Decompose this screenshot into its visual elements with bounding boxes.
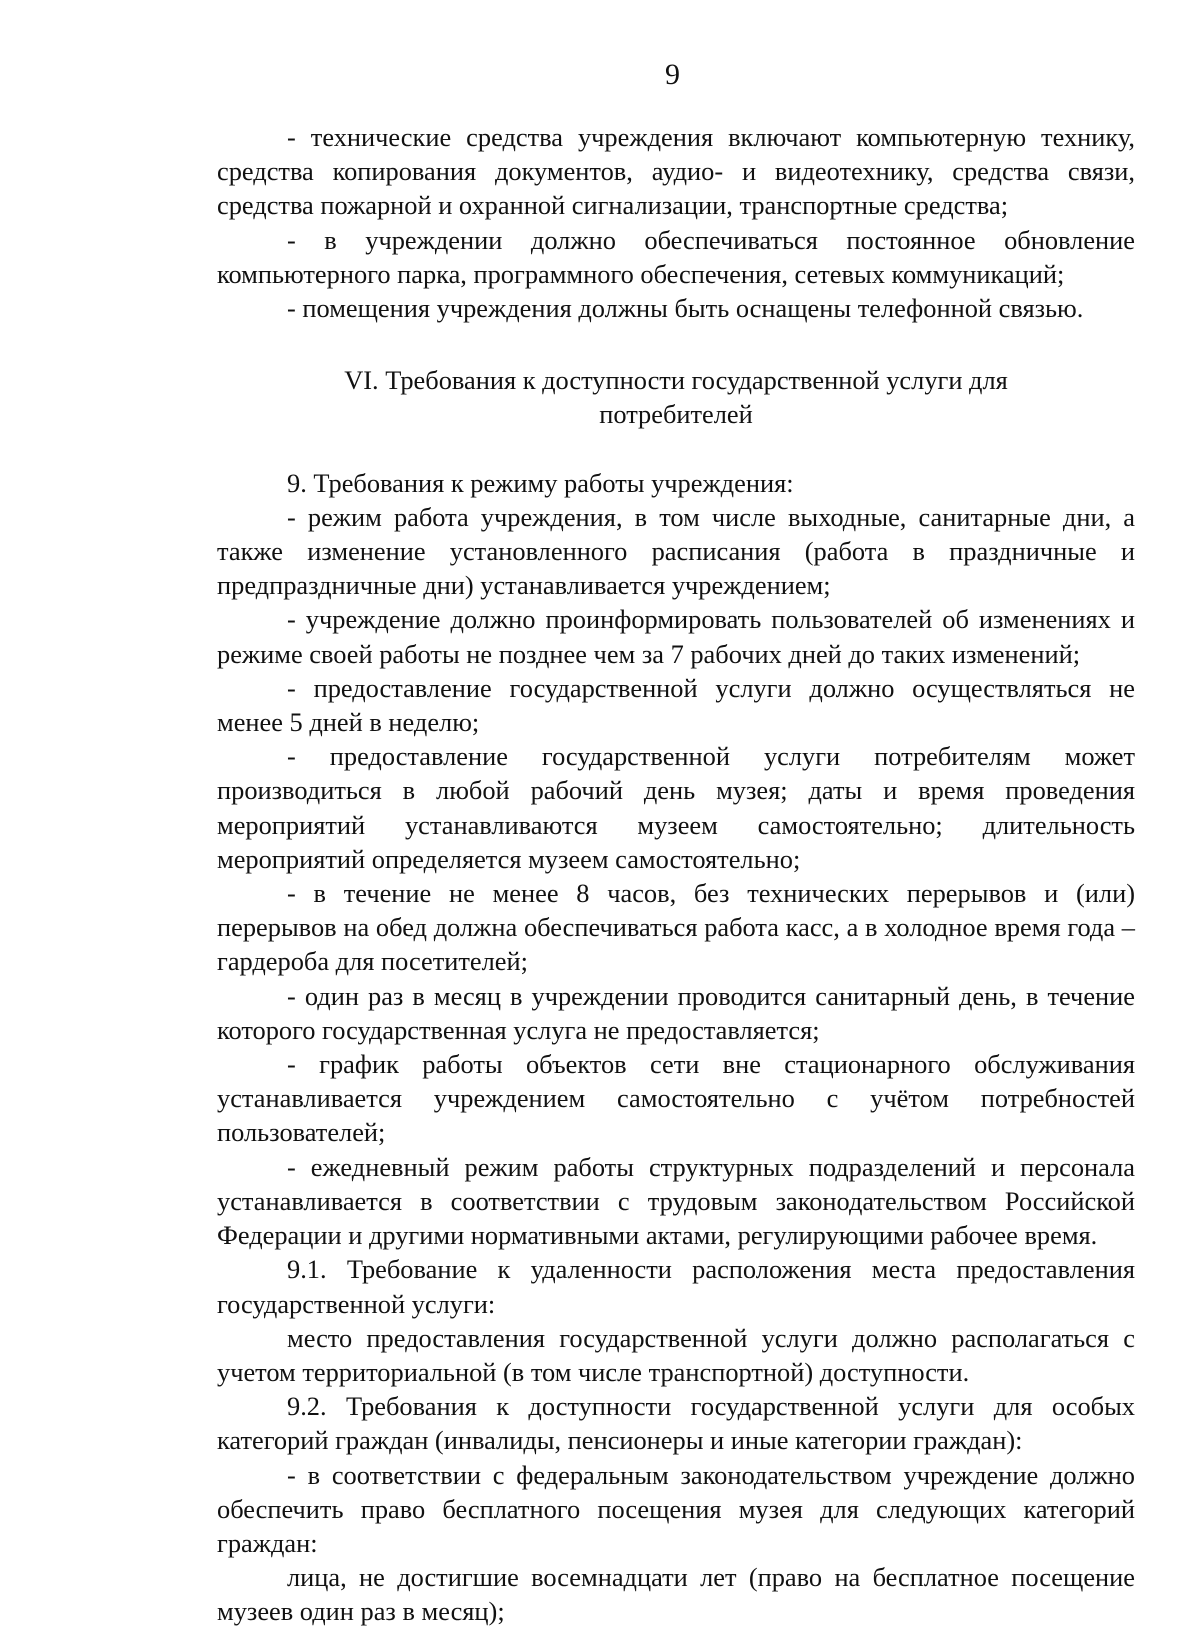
paragraph: - помещения учреждения должны быть оснащены телефонной связью. [287,293,1084,324]
paragraph: - в течение не менее 8 часов, без технических перерывов и (или) перерывов на обед должна обеспечиваться работа касс, а в холодное время года – гардероба для посетителей; [217,878,1135,977]
paragraph: 9.2. Требования к доступности государственной услуги для особых категорий граждан (инвалиды, пенсионеры и иные категории граждан): [217,1391,1135,1456]
paragraph: 9. Требования к режиму работы учреждения: [287,467,794,498]
paragraph: 9.1. Требование к удаленности расположения места предоставления государственной услуги: [217,1254,1135,1319]
paragraph: - один раз в месяц в учреждении проводится санитарный день, в течение которого государственная услуга не предоставляется; [217,980,1135,1045]
paragraph: - учреждение должно проинформировать пользователей об изменениях и режиме своей работы не позднее чем за 7 рабочих дней до таких изменений; [217,604,1135,669]
paragraph: - предоставление государственной услуги должно осуществляться не менее 5 дней в неделю; [217,672,1135,738]
paragraph: - в учреждении должно обеспечиваться постоянное обновление компьютерного парка, программного обеспечения, сетевых коммуникаций; [217,224,1135,289]
paragraph: - график работы объектов сети вне стационарного обслуживания устанавливается учреждением самостоятельно с учётом потребностей пользователей; [217,1049,1135,1148]
section-heading: VI. Требования к доступности государственной услуги для потребителей [344,365,1008,430]
paragraph: - технические средства учреждения включают компьютерную технику, средства копирования документов, аудио- и видеотехнику, средства связи, средства пожарной и охранной сигнализации, транспортные средства; [217,122,1135,221]
page-number: 9 [665,58,680,91]
paragraph: лица, не достигшие восемнадцати лет (право на бесплатное посещение музеев один раз в месяц); [217,1562,1135,1627]
paragraph: - предоставление государственной услуги потребителям может производиться в любой рабочий день музея; даты и время проведения мероприятий устанавливаются музеем самостоятельно; длительность мероприятий определяется музеем самостоятельно; [217,741,1135,874]
paragraph: - в соответствии с федеральным законодательством учреждение должно обеспечить право бесплатного посещения музея для следующих категорий граждан: [217,1459,1135,1558]
paragraph: - ежедневный режим работы структурных подразделений и персонала устанавливается в соответствии с трудовым законодательством Российской Федерации и другими нормативными актами, регулирующими рабочее время. [217,1151,1135,1251]
paragraph: - режим работа учреждения, в том числе выходные, санитарные дни, а также изменение установленного расписания (работа в праздничные и предпраздничные дни) устанавливается учреждением; [217,501,1135,601]
paragraph: место предоставления государственной услуги должно располагаться с учетом территориальной (в том числе транспортной) доступности. [217,1322,1135,1387]
document-body [217,120,1135,1629]
